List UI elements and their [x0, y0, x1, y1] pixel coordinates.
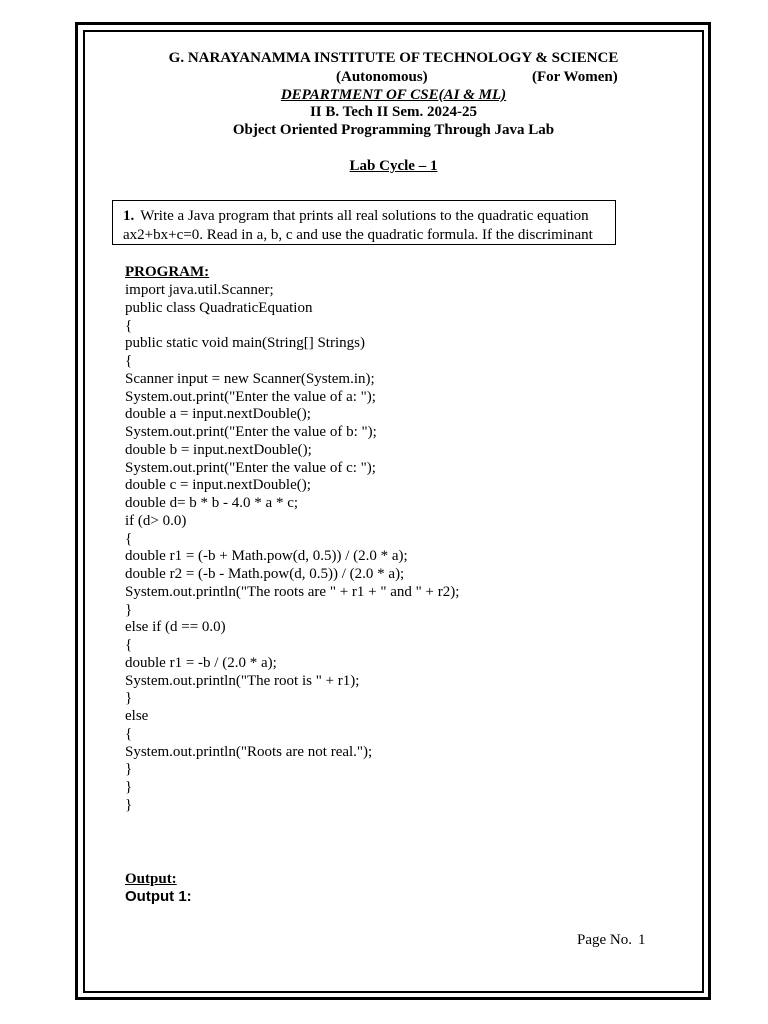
- code-line: }: [125, 796, 133, 813]
- code-line: double b = input.nextDouble();: [125, 441, 312, 458]
- department-name: DEPARTMENT OF CSE(AI & ML): [280, 87, 507, 103]
- page-number-value: 1: [638, 932, 646, 948]
- code-line: double r1 = (-b + Math.pow(d, 0.5)) / (2.0 * a);: [125, 548, 408, 565]
- output-1-label: Output 1:: [125, 888, 192, 905]
- code-line: Scanner input = new Scanner(System.in);: [125, 370, 375, 387]
- code-line: }: [125, 779, 133, 795]
- code-line: import java.util.Scanner;: [125, 282, 274, 298]
- output-label: Output:: [125, 871, 177, 887]
- program-label: PROGRAM:: [125, 264, 210, 280]
- institute-name: G. NARAYANAMMA INSTITUTE OF TECHNOLOGY & SCIENCE: [168, 50, 619, 66]
- lab-cycle-title: Lab Cycle – 1: [349, 158, 438, 174]
- code-line: System.out.println("Roots are not real.");: [125, 743, 373, 760]
- code-line: double c = input.nextDouble();: [125, 477, 311, 494]
- code-line: {: [125, 353, 133, 369]
- page-number: [577, 932, 646, 949]
- code-line: if (d> 0.0): [125, 512, 187, 529]
- page-number-label: Page No.: [577, 932, 632, 948]
- code-line: System.out.println("The roots are " + r1 + " and " + r2);: [125, 583, 460, 600]
- code-line: public class QuadraticEquation: [125, 299, 313, 316]
- code-line: {: [125, 725, 133, 742]
- code-line: }: [125, 690, 133, 707]
- code-line: }: [125, 761, 133, 778]
- code-line: {: [125, 530, 133, 547]
- for-women-label: (For Women): [532, 69, 618, 85]
- code-line: }: [125, 601, 133, 618]
- question-text-block: [123, 207, 613, 245]
- code-line: double r1 = -b / (2.0 * a);: [125, 654, 277, 671]
- code-line: System.out.print("Enter the value of b: ");: [125, 424, 377, 440]
- code-line: double r2 = (-b - Math.pow(d, 0.5)) / (2.0 * a);: [125, 566, 405, 582]
- code-line: {: [125, 637, 133, 653]
- autonomous-label: (Autonomous): [336, 69, 428, 85]
- code-line: {: [125, 317, 133, 334]
- code-line: System.out.print("Enter the value of a: ");: [125, 388, 376, 405]
- code-line: else: [125, 708, 149, 724]
- code-line: System.out.print("Enter the value of c: ");: [125, 459, 376, 476]
- code-block: [125, 282, 459, 815]
- code-line: public static void main(String[] Strings): [125, 335, 365, 352]
- code-line: else if (d == 0.0): [125, 619, 226, 636]
- question-box: [112, 200, 616, 245]
- code-line: double a = input.nextDouble();: [125, 406, 311, 423]
- semester-info: II B. Tech II Sem. 2024-25: [309, 104, 478, 120]
- course-title: Object Oriented Programming Through Java Lab: [232, 122, 555, 138]
- code-line: System.out.println("The root is " + r1);: [125, 672, 360, 689]
- code-line: double d= b * b - 4.0 * a * c;: [125, 495, 299, 511]
- question-number: 1.: [123, 208, 135, 224]
- question-text: Write a Java program that prints all real solutions to the quadratic equation ax2+bx+c=0. Read in a, b, c and use the quadratic formula. If the discriminant: [123, 208, 593, 243]
